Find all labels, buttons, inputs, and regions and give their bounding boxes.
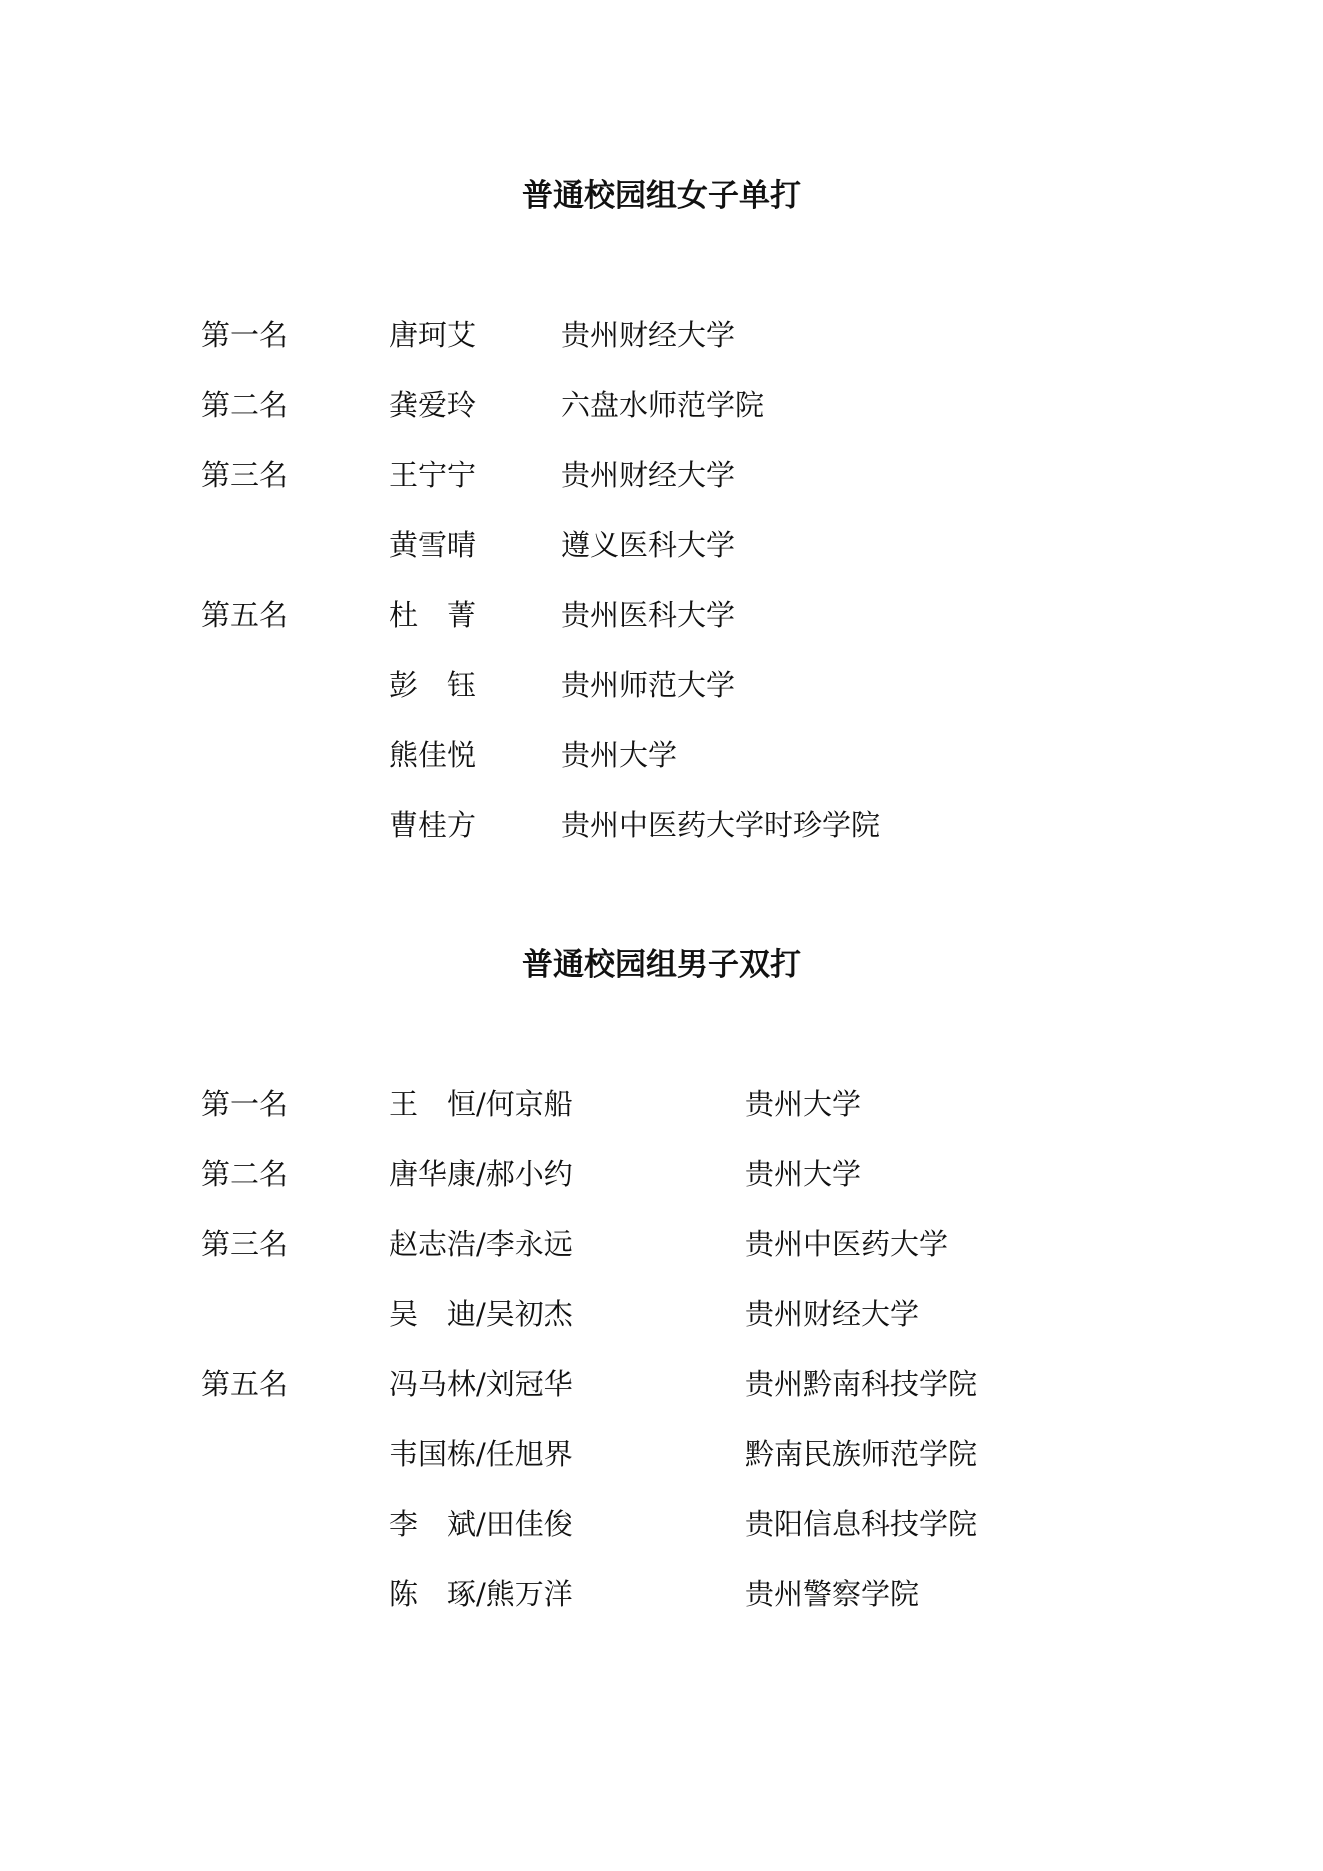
pair-names: 王 恒/何京船 (389, 1087, 573, 1121)
school-name: 贵阳信息科技学院 (745, 1507, 978, 1541)
pair-names: 吴 迪/吴初杰 (389, 1297, 573, 1331)
school-name: 贵州警察学院 (745, 1577, 920, 1611)
player-name: 唐珂艾 (389, 318, 477, 352)
school-name: 六盘水师范学院 (561, 388, 765, 422)
result-row (0, 593, 1323, 663)
player-name: 黄雪晴 (389, 528, 477, 562)
pair-names: 唐华康/郝小约 (389, 1157, 573, 1191)
player-name: 龚爱玲 (389, 388, 477, 422)
rank-label: 第三名 (201, 1227, 289, 1261)
result-row (0, 1572, 1323, 1642)
rank-label: 第一名 (201, 318, 289, 352)
rank-label: 第二名 (201, 388, 289, 422)
result-row (0, 453, 1323, 523)
player-name: 杜 菁 (389, 598, 477, 632)
school-name: 贵州黔南科技学院 (745, 1367, 978, 1401)
results-list-mens-doubles (0, 1082, 1323, 1642)
school-name: 贵州大学 (745, 1157, 862, 1191)
school-name: 贵州财经大学 (745, 1297, 920, 1331)
result-row (0, 313, 1323, 383)
school-name: 贵州财经大学 (561, 318, 736, 352)
results-list-womens-singles (0, 313, 1323, 873)
result-row (0, 1222, 1323, 1292)
result-row (0, 663, 1323, 733)
section-title-mens-doubles: 普通校园组男子双打 (522, 947, 801, 983)
section-title-womens-singles: 普通校园组女子单打 (522, 178, 801, 214)
result-row (0, 1432, 1323, 1502)
pair-names: 赵志浩/李永远 (389, 1227, 573, 1261)
rank-label: 第五名 (201, 598, 289, 632)
school-name: 贵州大学 (561, 738, 678, 772)
result-row (0, 803, 1323, 873)
rank-label: 第五名 (201, 1367, 289, 1401)
player-name: 曹桂方 (389, 808, 477, 842)
pair-names: 冯马林/刘冠华 (389, 1367, 573, 1401)
rank-label: 第二名 (201, 1157, 289, 1191)
result-row (0, 1082, 1323, 1152)
rank-label: 第三名 (201, 458, 289, 492)
player-name: 彭 钰 (389, 668, 477, 702)
school-name: 贵州师范大学 (561, 668, 736, 702)
pair-names: 李 斌/田佳俊 (389, 1507, 573, 1541)
school-name: 贵州大学 (745, 1087, 862, 1121)
pair-names: 韦国栋/任旭界 (389, 1437, 573, 1471)
school-name: 黔南民族师范学院 (745, 1437, 978, 1471)
school-name: 贵州医科大学 (561, 598, 736, 632)
result-row (0, 1152, 1323, 1222)
school-name: 贵州中医药大学时珍学院 (561, 808, 881, 842)
school-name: 遵义医科大学 (561, 528, 736, 562)
result-row (0, 1292, 1323, 1362)
school-name: 贵州财经大学 (561, 458, 736, 492)
result-row (0, 1362, 1323, 1432)
rank-label: 第一名 (201, 1087, 289, 1121)
result-row (0, 523, 1323, 593)
result-row (0, 1502, 1323, 1572)
school-name: 贵州中医药大学 (745, 1227, 949, 1261)
pair-names: 陈 琢/熊万洋 (389, 1577, 573, 1611)
player-name: 熊佳悦 (389, 738, 477, 772)
result-row (0, 733, 1323, 803)
player-name: 王宁宁 (389, 458, 477, 492)
result-row (0, 383, 1323, 453)
